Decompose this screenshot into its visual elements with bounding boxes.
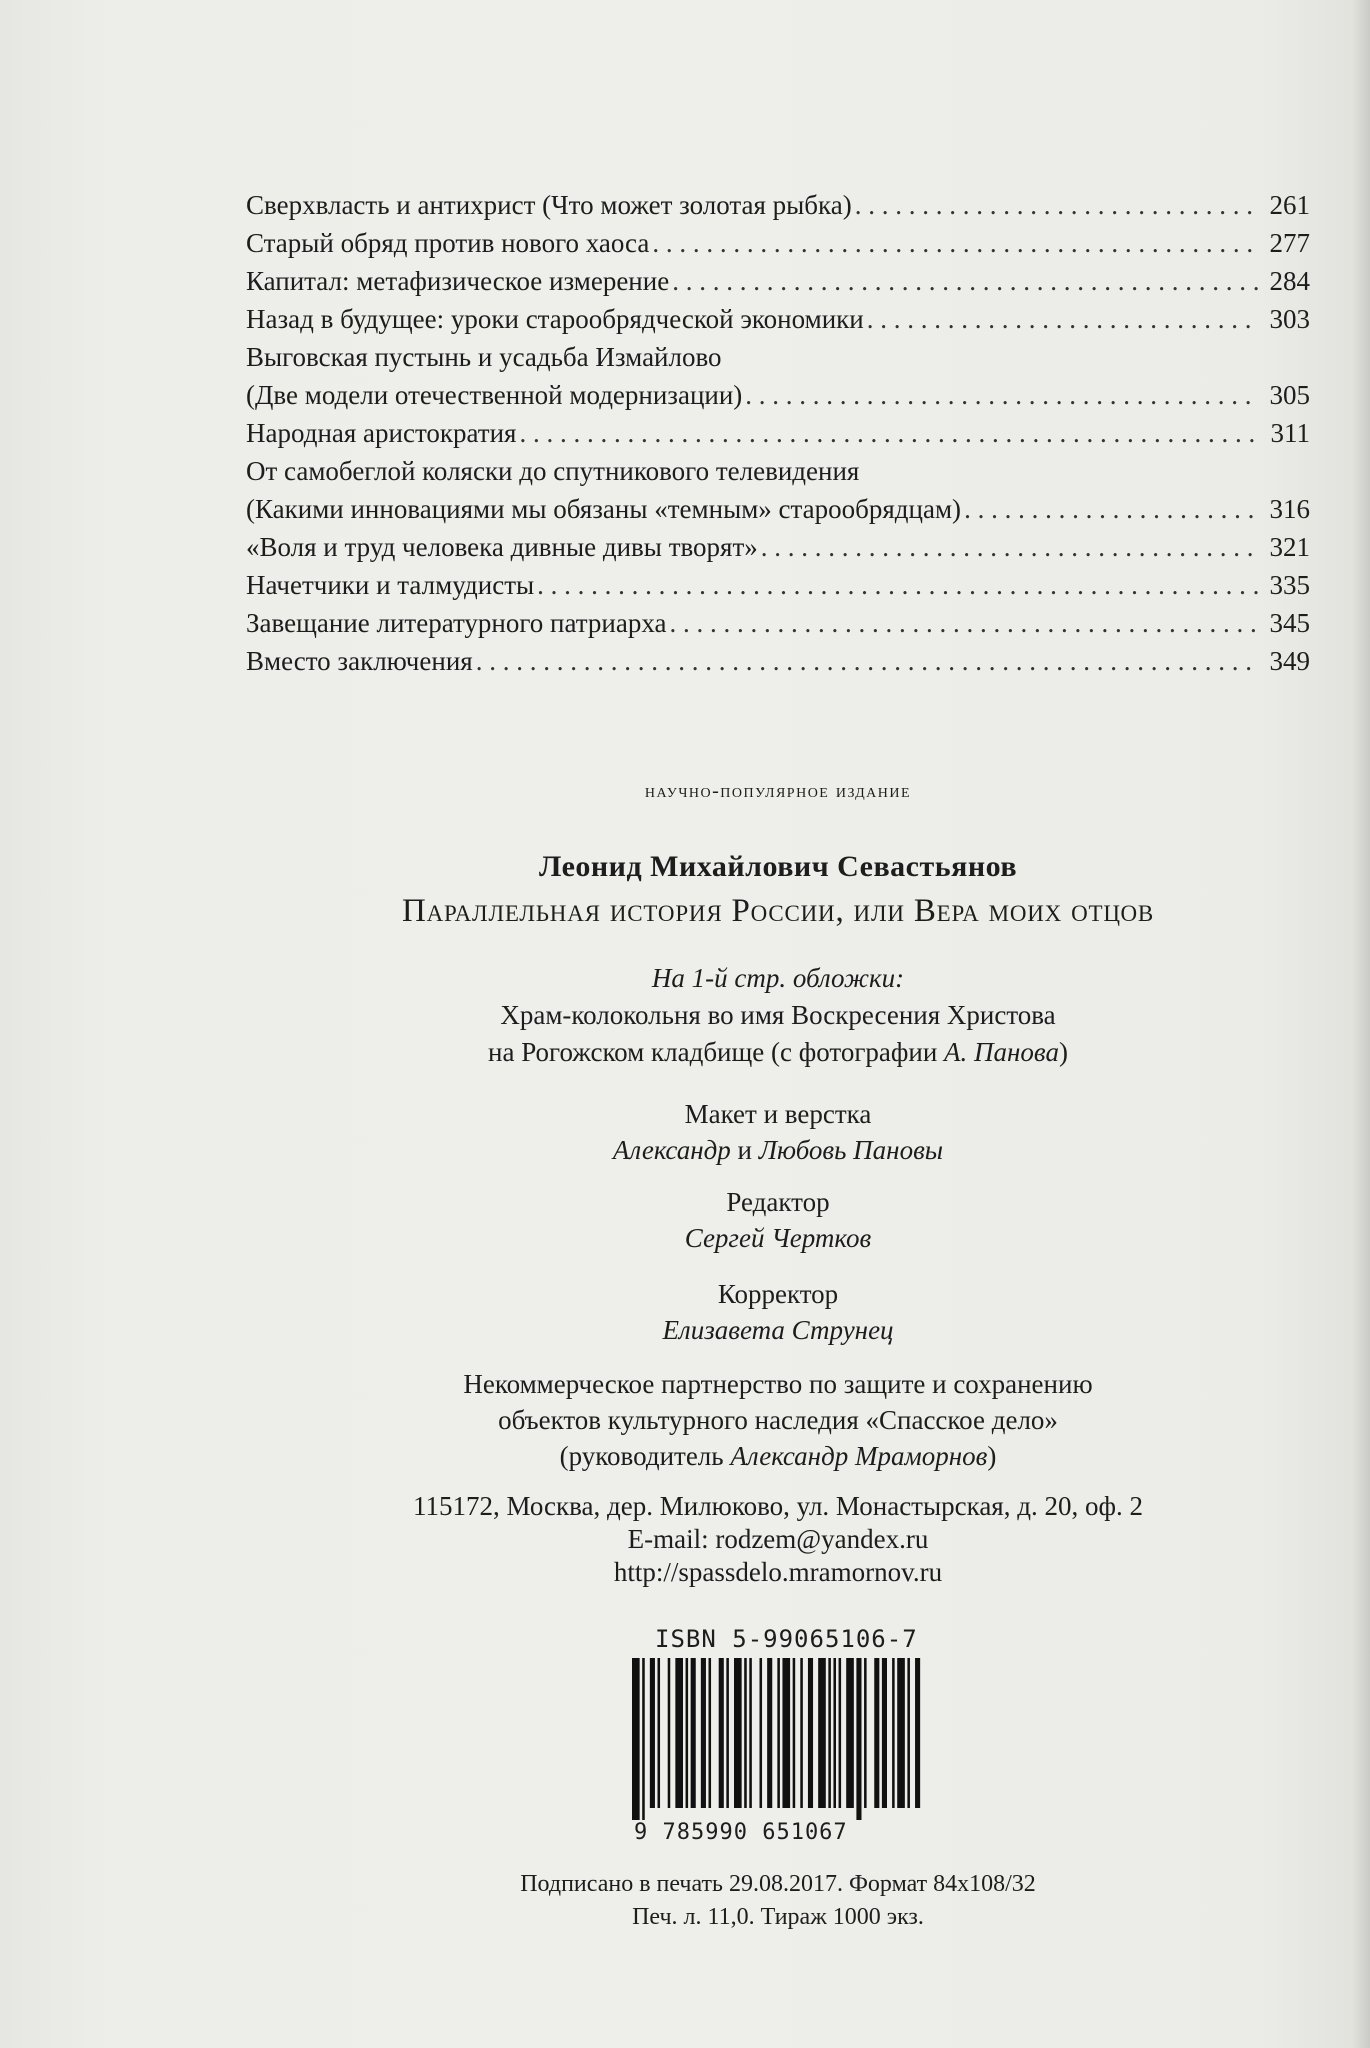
barcode-bar xyxy=(726,1658,729,1808)
toc-entry xyxy=(246,566,1310,604)
proofreader-credit xyxy=(246,1276,1310,1348)
barcode-bar xyxy=(874,1658,879,1808)
toc-entry xyxy=(246,528,1310,566)
barcode-bar xyxy=(800,1658,803,1808)
toc-entry xyxy=(246,338,1310,414)
publisher-line-2: объектов культурного наследия «Спасское дело» xyxy=(498,1405,1058,1435)
barcode-bar xyxy=(734,1658,742,1808)
toc-entry xyxy=(246,414,1310,452)
barcode-bar xyxy=(760,1658,763,1808)
author-name: Леонид Михайлович Севастьянов xyxy=(538,850,1018,883)
toc-line xyxy=(246,604,1310,642)
print-info xyxy=(246,1868,1310,1934)
layout-name-2: Любовь Пановы xyxy=(758,1135,944,1165)
cover-note xyxy=(246,960,1310,1071)
toc-line xyxy=(246,490,1310,528)
toc-entry xyxy=(246,452,1310,528)
toc-line xyxy=(246,452,1310,490)
barcode-bar xyxy=(675,1658,683,1808)
barcode-bar xyxy=(668,1658,671,1808)
edition-type: научно-популярное издание xyxy=(644,780,912,802)
toc-page-number: 321 xyxy=(1269,532,1310,562)
toc-line xyxy=(246,186,1310,224)
editor-credit xyxy=(246,1184,1310,1256)
proofreader-role: Корректор xyxy=(717,1279,839,1309)
barcode-bar xyxy=(856,1658,861,1820)
photographer-name: А. Панова xyxy=(944,1037,1059,1067)
barcode-bar xyxy=(907,1658,910,1808)
toc-entry xyxy=(246,642,1310,680)
toc-line xyxy=(246,338,1310,376)
editor-role: Редактор xyxy=(726,1187,830,1217)
toc-entry-title: (Две модели отечественной модернизации) xyxy=(246,380,743,410)
toc-dot-leader xyxy=(666,604,1258,642)
barcode-bar xyxy=(632,1658,640,1820)
cover-note-text: на Рогожском кладбище (с фотографии xyxy=(488,1037,945,1067)
barcode-bar xyxy=(642,1658,645,1820)
toc-entry-title: Вместо заключения xyxy=(246,646,473,676)
publisher-line-1: Некоммерческое партнерство по защите и сохранению xyxy=(463,1369,1093,1399)
editor-name: Сергей Чертков xyxy=(684,1223,872,1253)
barcode-bar xyxy=(864,1658,867,1808)
postal-address: 115172, Москва, дер. Милюково, ул. Монастырская, д. 20, оф. 2 xyxy=(413,1491,1143,1521)
toc-line xyxy=(246,300,1310,338)
toc-page-number: 284 xyxy=(1269,266,1310,296)
toc-dot-leader xyxy=(758,528,1258,566)
barcode-bar xyxy=(818,1658,826,1808)
toc-dot-leader xyxy=(961,490,1258,528)
toc-page-number: 311 xyxy=(1270,418,1310,448)
barcode-image xyxy=(628,1658,928,1820)
toc-page-number: 345 xyxy=(1269,608,1310,638)
proofreader-name: Елизавета Струнец xyxy=(662,1315,894,1345)
toc-dot-leader xyxy=(669,262,1258,300)
toc-dot-leader xyxy=(649,224,1258,262)
book-title: Параллельная история России, или Вера моих отцов xyxy=(401,893,1155,929)
print-signed-line: Подписано в печать 29.08.2017. Формат 84x108/32 xyxy=(520,1871,1036,1897)
website-url: http://spassdelo.mramornov.ru xyxy=(613,1557,943,1587)
barcode-bar xyxy=(658,1658,661,1808)
publisher-line-3 xyxy=(246,1438,1310,1474)
barcode-bar xyxy=(719,1658,724,1808)
toc-page-number: 335 xyxy=(1269,570,1310,600)
toc-page-number: 303 xyxy=(1269,304,1310,334)
toc-entry xyxy=(246,262,1310,300)
toc-entry-title: (Какими инновациями мы обязаны «темным» старообрядцам) xyxy=(246,494,962,524)
toc-entry xyxy=(246,300,1310,338)
toc-dot-leader xyxy=(852,186,1258,224)
barcode-bar xyxy=(846,1658,854,1808)
barcode-bar xyxy=(744,1658,747,1808)
contact-info xyxy=(246,1490,1310,1589)
toc-dot-leader xyxy=(534,566,1258,604)
layout-credit xyxy=(246,1096,1310,1168)
cover-note-line-2 xyxy=(246,1034,1310,1071)
toc-line xyxy=(246,224,1310,262)
barcode-bar xyxy=(777,1658,780,1808)
toc-dot-leader xyxy=(473,642,1258,680)
cover-note-label: На 1-й стр. обложки: xyxy=(651,963,905,993)
layout-names xyxy=(246,1132,1310,1168)
barcode-bar xyxy=(828,1658,831,1808)
toc-entry-title: «Воля и труд человека дивные дивы творят» xyxy=(246,532,758,562)
toc-line xyxy=(246,376,1310,414)
toc-entry-title: Народная аристократия xyxy=(246,418,517,448)
toc-entry-title: Выговская пустынь и усадьба Измайлово xyxy=(246,342,722,372)
toc-page-number: 316 xyxy=(1269,494,1310,524)
barcode-bar xyxy=(749,1658,752,1808)
toc-page-number: 305 xyxy=(1269,380,1310,410)
cover-note-close: ) xyxy=(1058,1037,1068,1067)
toc-page-number: 349 xyxy=(1269,646,1310,676)
barcode-bar xyxy=(793,1658,796,1808)
toc-dot-leader xyxy=(742,376,1258,414)
barcode-bar xyxy=(701,1658,706,1808)
barcode-bar xyxy=(897,1658,905,1808)
barcode-bar xyxy=(709,1658,712,1808)
toc-dot-leader xyxy=(864,300,1258,338)
barcode-digits: 9 785990 651067 xyxy=(634,1820,848,1845)
toc-entry-title: Начетчики и талмудисты xyxy=(246,570,535,600)
cover-note-line-1: Храм-колокольня во имя Воскресения Христова xyxy=(500,1000,1056,1030)
toc-page-number: 261 xyxy=(1269,190,1310,220)
email-address: E-mail: rodzem@yandex.ru xyxy=(627,1524,929,1554)
toc-entry-title: Завещание литературного патриарха xyxy=(246,608,667,638)
barcode-bar xyxy=(839,1658,842,1808)
toc-line xyxy=(246,262,1310,300)
toc-page-number: 277 xyxy=(1269,228,1310,258)
toc-entry xyxy=(246,224,1310,262)
barcode-bar xyxy=(892,1658,895,1808)
barcode-bar xyxy=(808,1658,813,1808)
toc-entry-title: Сверхвласть и антихрист (Что может золотая рыбка) xyxy=(246,190,852,220)
toc-entry-title: Капитал: метафизическое измерение xyxy=(246,266,670,296)
barcode-bar xyxy=(650,1658,655,1808)
toc-entry xyxy=(246,604,1310,642)
layout-name-1: Александр xyxy=(612,1135,731,1165)
toc-entry-title: От самобеглой коляски до спутникового телевидения xyxy=(246,456,860,486)
toc-entry-title: Старый обряд против нового хаоса xyxy=(246,228,650,258)
toc-dot-leader xyxy=(516,414,1258,452)
barcode-bar xyxy=(691,1658,696,1808)
publisher-head-label: (руководитель xyxy=(559,1441,731,1471)
layout-role: Макет и верстка xyxy=(684,1099,872,1129)
barcode-bar xyxy=(833,1658,836,1808)
publisher-head-name: Александр Мраморнов xyxy=(730,1441,988,1471)
publisher-head-close: ) xyxy=(987,1441,997,1471)
toc-line xyxy=(246,414,1310,452)
toc-entry xyxy=(246,186,1310,224)
publisher-info xyxy=(246,1366,1310,1474)
layout-and: и xyxy=(730,1135,759,1165)
barcode-bar xyxy=(767,1658,772,1808)
toc-line xyxy=(246,566,1310,604)
isbn-label: ISBN 5-99065106-7 xyxy=(655,1625,918,1653)
barcode-bar xyxy=(686,1658,689,1808)
barcode-bar xyxy=(882,1658,887,1808)
toc-entry-title: Назад в будущее: уроки старообрядческой экономики xyxy=(246,304,864,334)
barcode-bar xyxy=(915,1658,920,1808)
toc-line xyxy=(246,642,1310,680)
toc-line xyxy=(246,528,1310,566)
barcode-bar xyxy=(782,1658,790,1808)
table-of-contents xyxy=(246,186,1310,680)
print-run-line: Печ. л. 11,0. Тираж 1000 экз. xyxy=(632,1904,924,1930)
